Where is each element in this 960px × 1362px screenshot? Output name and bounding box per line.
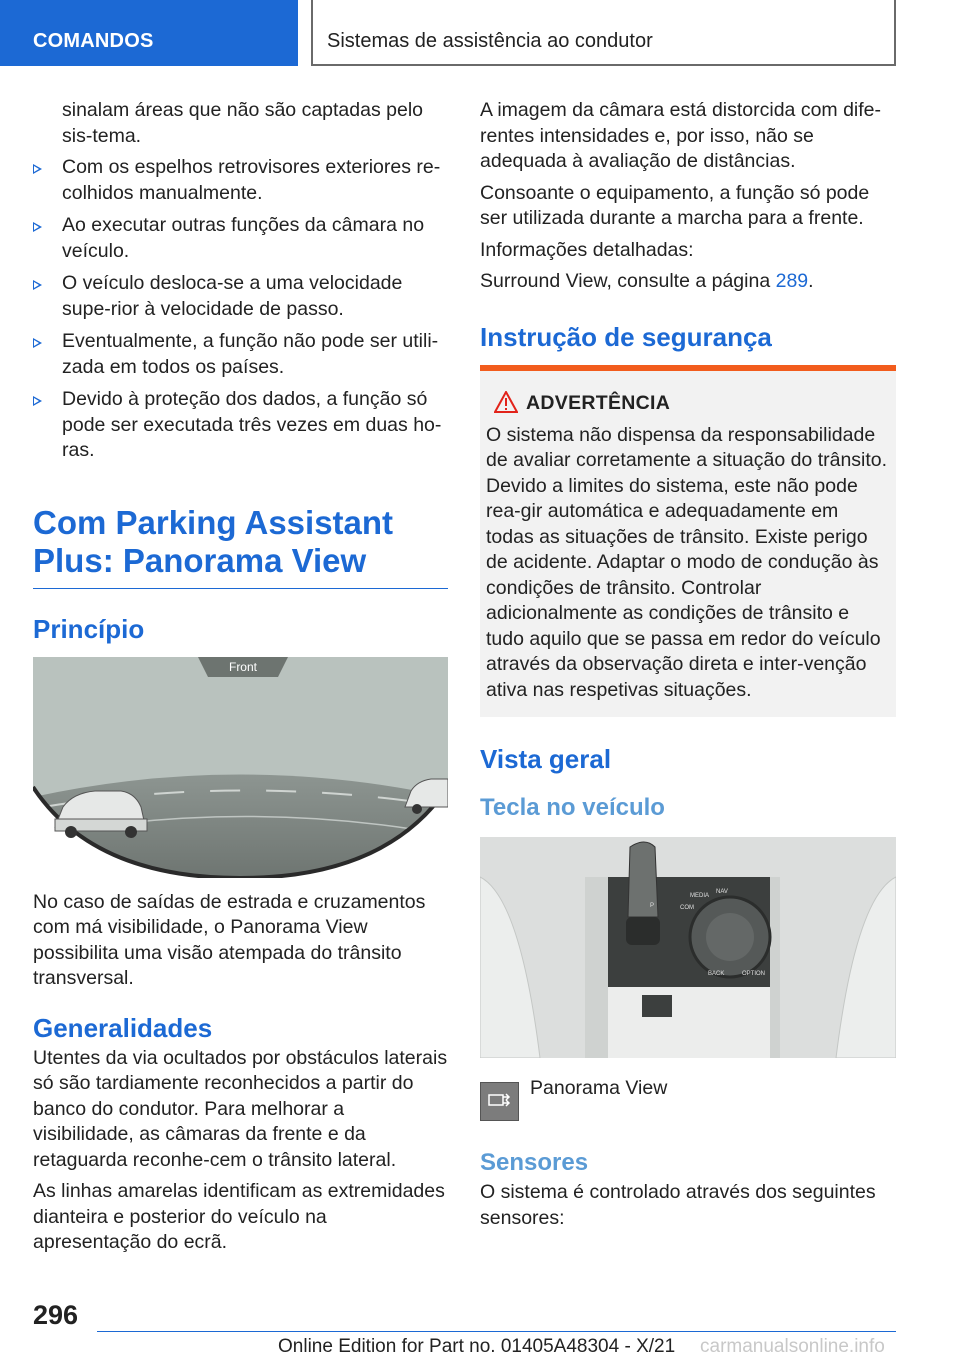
warning-text: O sistema não dispensa da responsabilidade de avaliar corretamente a situação do trânsito. Devido a limites do sistema, este não pode rea‐gir automática e adequadamente em todas as situações de trânsito. Existe perigo de acidente. Adaptar o modo de condução às condições de trânsito. Controlar adicionalmente as condições de trânsito e tudo aquilo que se passa em redor do veículo através da observação direta e inter‐venção ativa nas respetivas situações.	[486, 423, 888, 701]
button-heading: Tecla no veículo	[480, 794, 665, 821]
intro-continuation: sinalam áreas que não são captadas pelo sis‐tema.	[62, 99, 423, 147]
triangle-bullet-icon	[33, 280, 42, 290]
list-item: Eventualmente, a função não pode ser utili‐zada em todos os países.	[33, 329, 448, 380]
principle-heading: Princípio	[33, 613, 145, 644]
header-section-title: COMANDOS	[33, 30, 154, 52]
page-link-289[interactable]: 289	[775, 270, 809, 292]
center-console-illustration	[480, 837, 896, 1058]
console-option-label: OPTION	[742, 971, 766, 977]
list-item: Devido à proteção dos dados, a função só pode ser executada três vezes em duas ho‐ras.	[33, 387, 448, 464]
figure-front-label: Front	[228, 659, 258, 674]
list-item: Com os espelhos retrovisores exteriores re‐colhidos manualmente.	[33, 155, 448, 206]
list-item: Ao executar outras funções da câmara no veículo.	[33, 213, 448, 264]
equipment-paragraph: Consoante o equipamento, a função só pode ser utilizada durante a marcha para a frente.	[480, 181, 870, 229]
footer-edition: Online Edition for Part no. 01405A48304 - X/21	[278, 1336, 676, 1357]
surround-view-reference: Surround View, consulte a página 289.	[480, 270, 814, 292]
header-chapter-box	[311, 0, 896, 66]
main-heading: Com Parking Assistant Plus: Panorama View	[33, 504, 448, 589]
principle-text: No caso de saídas de estrada e cruzamentos com má visibilidade, o Panorama View possibilita uma visão atempada do trânsito transversal.	[33, 890, 426, 989]
sensors-heading: Sensores	[480, 1149, 589, 1176]
header-chapter-title: Sistemas de assistência ao condutor	[327, 30, 653, 52]
panorama-view-figure	[33, 657, 448, 878]
general-paragraph-2: As linhas amarelas identificam as extremidades dianteira e posterior do veículo na apresentação do ecrã.	[33, 1180, 445, 1253]
panorama-view-button-label: Panorama View	[530, 1077, 668, 1099]
console-media-label: MEDIA	[690, 893, 710, 899]
condition-list	[33, 155, 448, 464]
footer-watermark: carmanualsonline.info	[700, 1336, 885, 1357]
details-label: Informações detalhadas:	[480, 238, 694, 261]
safety-heading: Instrução de segurança	[480, 321, 772, 352]
triangle-bullet-icon	[33, 222, 42, 232]
sensors-text: O sistema é controlado através dos seguintes sensores:	[480, 1181, 876, 1229]
console-park-label: P	[650, 903, 655, 909]
warning-triangle-icon	[494, 391, 518, 413]
general-heading: Generalidades	[33, 1012, 213, 1043]
console-com-label: COM	[680, 905, 694, 911]
center-console-figure	[480, 837, 896, 1058]
page-number: 296	[33, 1300, 79, 1330]
distortion-paragraph: A imagem da câmara está distorcida com dife‐rentes intensidades e, por isso, não se adequada à avaliação de distâncias.	[480, 99, 882, 172]
console-nav-label: NAV	[716, 889, 728, 895]
left-column	[33, 98, 448, 1262]
panorama-view-button-row	[480, 1076, 896, 1140]
triangle-bullet-icon	[33, 396, 42, 406]
warning-title-row	[486, 391, 890, 415]
panorama-view-button-icon	[480, 1082, 519, 1121]
triangle-bullet-icon	[33, 164, 42, 174]
warning-box	[480, 365, 896, 718]
footer-divider	[97, 1331, 896, 1332]
header-section-tab	[0, 0, 298, 66]
right-column	[480, 98, 896, 1237]
overview-heading: Vista geral	[480, 744, 612, 774]
list-item: O veículo desloca-se a uma velocidade supe‐rior à velocidade de passo.	[33, 271, 448, 322]
triangle-bullet-icon	[33, 338, 42, 348]
warning-title: ADVERTÊNCIA	[526, 391, 671, 414]
panorama-camera-illustration	[33, 657, 448, 878]
console-back-label: BACK	[708, 971, 725, 977]
general-paragraph-1: Utentes da via ocultados por obstáculos laterais só são tardiamente reconhecidos a partir do banco do condutor. Para melhorar a visibilidade, as câmaras da frente e da retaguarda reconhe‐cem o trânsito lateral.	[33, 1046, 448, 1171]
